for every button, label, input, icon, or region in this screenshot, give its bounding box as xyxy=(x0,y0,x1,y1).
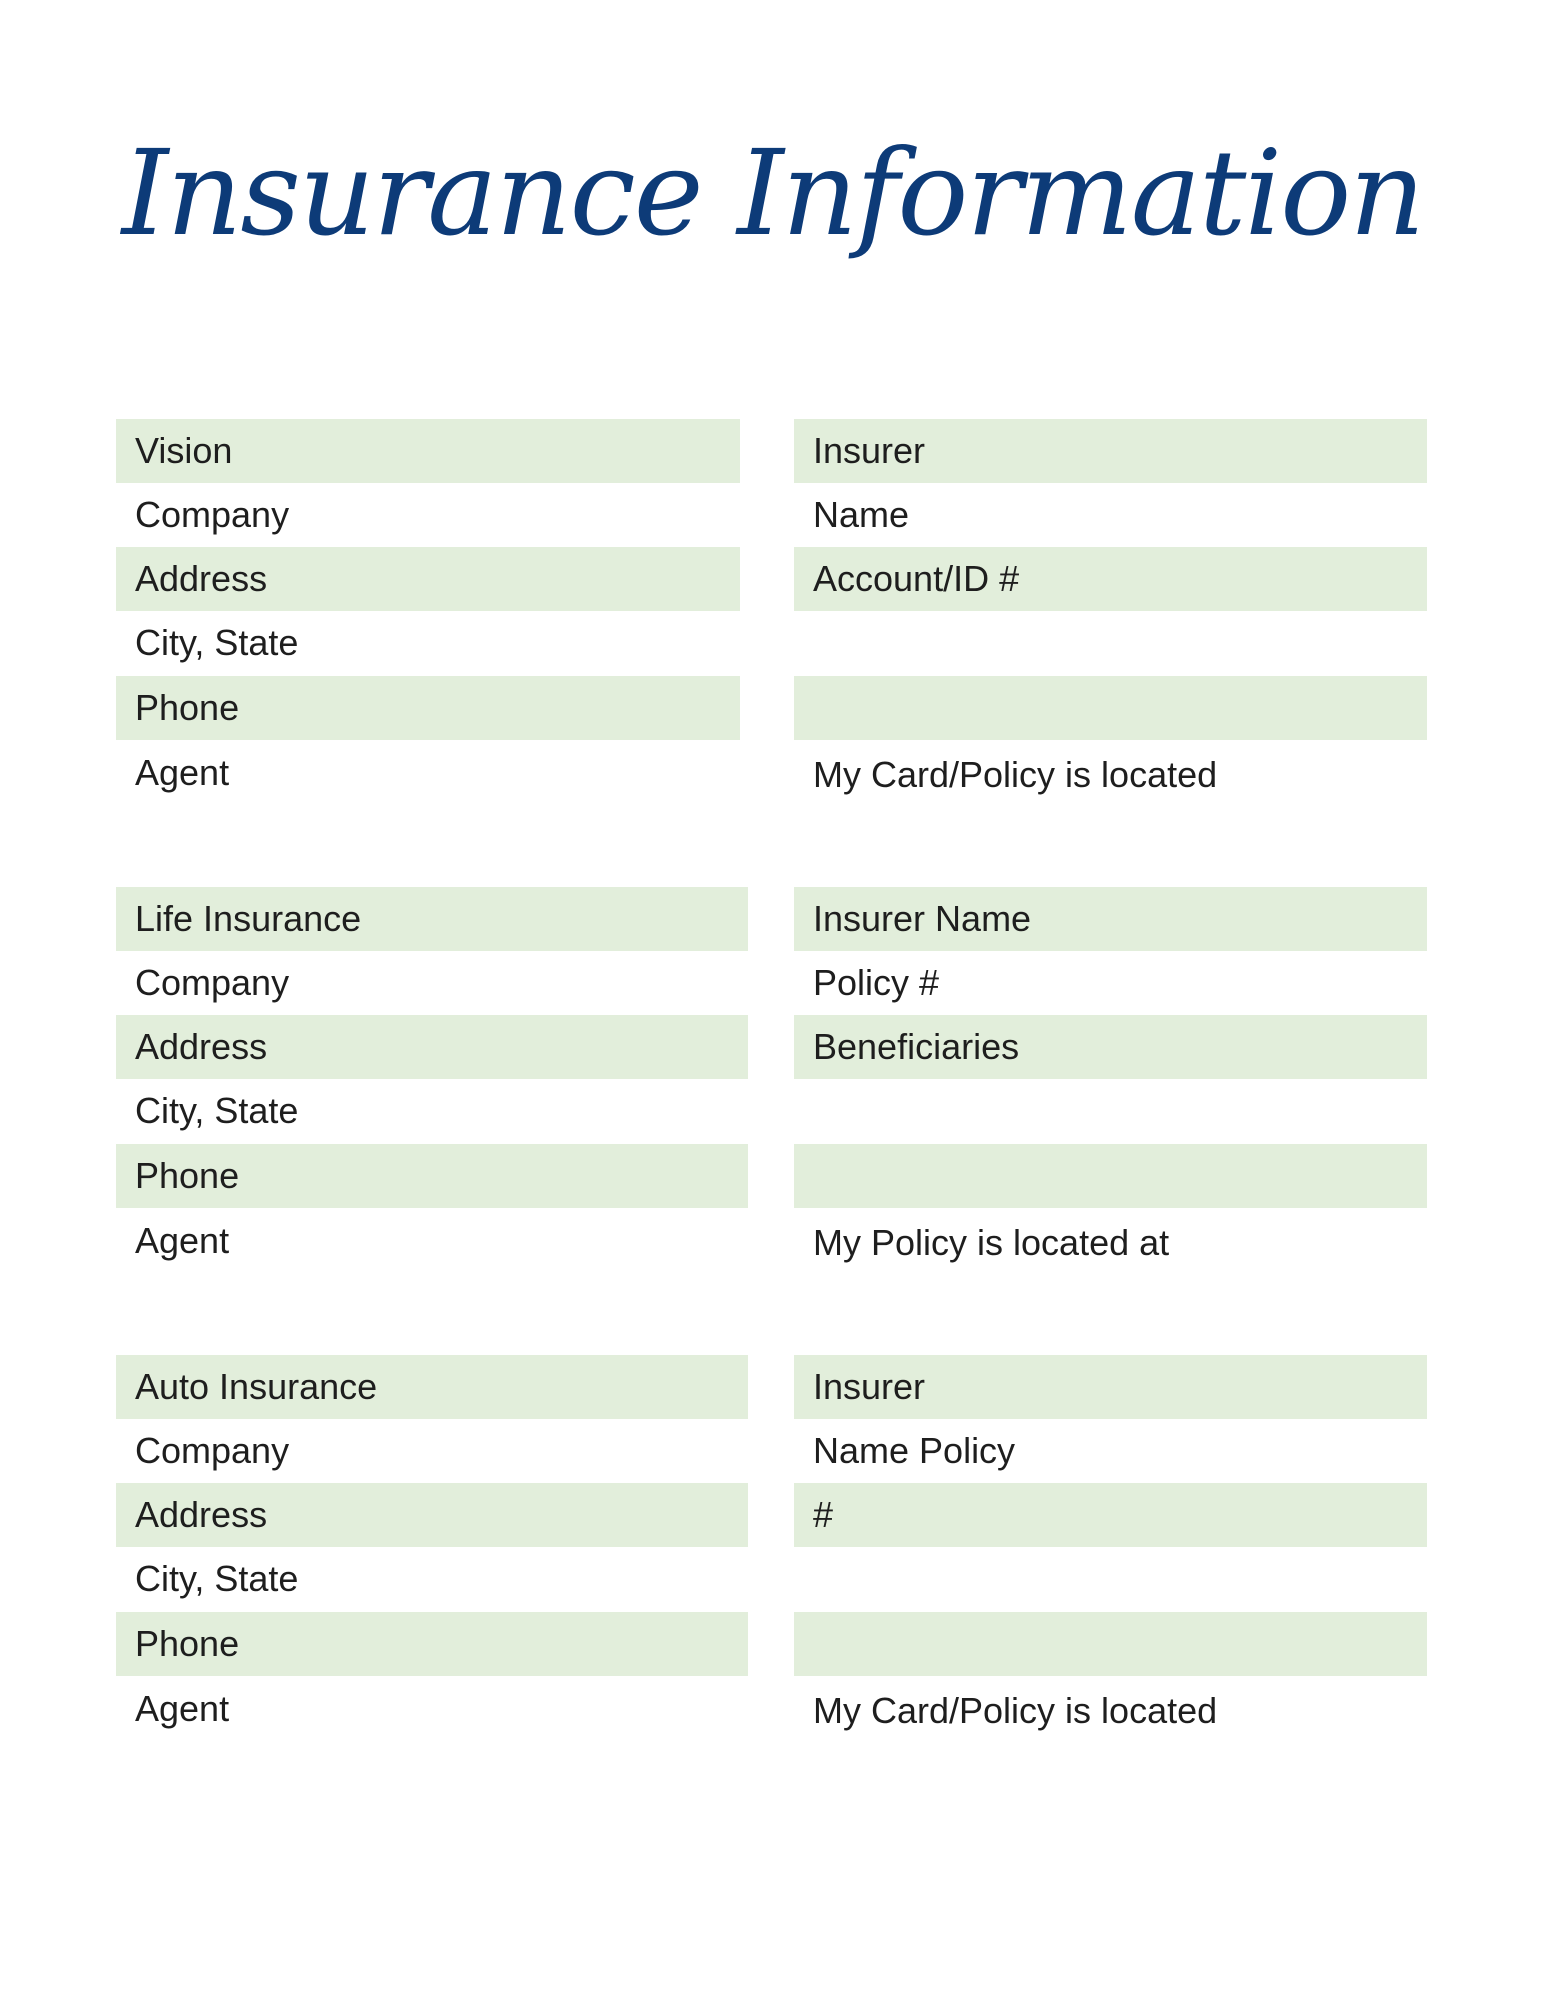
form-row[interactable] xyxy=(116,1612,748,1676)
field-label: Policy # xyxy=(813,962,940,1003)
form-row[interactable] xyxy=(116,1015,748,1079)
form-row[interactable] xyxy=(116,676,740,740)
field-label: Vision xyxy=(135,430,233,471)
form-row[interactable] xyxy=(794,676,1427,740)
field-label: My Card/Policy is located xyxy=(813,1690,1218,1731)
field-label: Name xyxy=(813,494,910,535)
field-label: Account/ID # xyxy=(813,558,1020,599)
form-row[interactable] xyxy=(116,1208,748,1272)
form-row[interactable] xyxy=(116,419,740,483)
page-title: Insurance Information xyxy=(121,124,1424,262)
form-row[interactable] xyxy=(794,1612,1427,1676)
field-label: Phone xyxy=(135,687,240,728)
field-label: Insurer xyxy=(813,1366,926,1407)
field-label: Phone xyxy=(135,1155,240,1196)
form-row[interactable] xyxy=(794,547,1427,611)
form-row[interactable] xyxy=(794,1419,1427,1483)
form-row[interactable] xyxy=(794,951,1427,1015)
form-row[interactable] xyxy=(116,483,740,547)
field-label: City, State xyxy=(135,1090,299,1131)
form-row[interactable] xyxy=(116,1144,748,1208)
form-row[interactable] xyxy=(794,1355,1427,1419)
form-row[interactable] xyxy=(794,1210,1427,1274)
field-label: Beneficiaries xyxy=(813,1026,1020,1067)
field-label: Address xyxy=(135,1494,268,1535)
form-row[interactable] xyxy=(116,951,748,1015)
field-label: Agent xyxy=(135,752,230,793)
field-label: Insurer xyxy=(813,430,926,471)
form-row[interactable] xyxy=(794,887,1427,951)
form-row[interactable] xyxy=(116,1483,748,1547)
field-label: Auto Insurance xyxy=(135,1366,378,1407)
field-label: Company xyxy=(135,494,290,535)
form-row[interactable] xyxy=(794,1015,1427,1079)
field-label: City, State xyxy=(135,1558,299,1599)
field-label: Insurer Name xyxy=(813,898,1032,939)
field-label: Address xyxy=(135,558,268,599)
field-label: My Policy is located at xyxy=(813,1222,1170,1263)
field-label: # xyxy=(813,1494,834,1535)
form-row[interactable] xyxy=(116,1079,748,1143)
field-label: My Card/Policy is located xyxy=(813,754,1218,795)
form-row[interactable] xyxy=(794,1144,1427,1208)
form-row[interactable] xyxy=(116,1419,748,1483)
field-label: Address xyxy=(135,1026,268,1067)
form-row[interactable] xyxy=(116,1547,748,1611)
form-row[interactable] xyxy=(794,742,1427,806)
field-label: Agent xyxy=(135,1688,230,1729)
field-label: Agent xyxy=(135,1220,230,1261)
form-row[interactable] xyxy=(794,1079,1427,1143)
form-row[interactable] xyxy=(116,887,748,951)
form-row[interactable] xyxy=(794,483,1427,547)
form-row[interactable] xyxy=(116,740,740,804)
form-row[interactable] xyxy=(794,1483,1427,1547)
form-row[interactable] xyxy=(794,611,1427,675)
field-label: City, State xyxy=(135,622,299,663)
form-row[interactable] xyxy=(116,1355,748,1419)
form-row[interactable] xyxy=(794,419,1427,483)
form-row[interactable] xyxy=(116,547,740,611)
field-label: Name Policy xyxy=(813,1430,1016,1471)
form-row[interactable] xyxy=(116,1676,748,1740)
field-label: Company xyxy=(135,1430,290,1471)
field-label: Phone xyxy=(135,1623,240,1664)
field-label: Life Insurance xyxy=(135,898,362,939)
form-row[interactable] xyxy=(116,611,740,675)
field-label: Company xyxy=(135,962,290,1003)
form-row[interactable] xyxy=(794,1547,1427,1611)
form-row[interactable] xyxy=(794,1678,1427,1742)
